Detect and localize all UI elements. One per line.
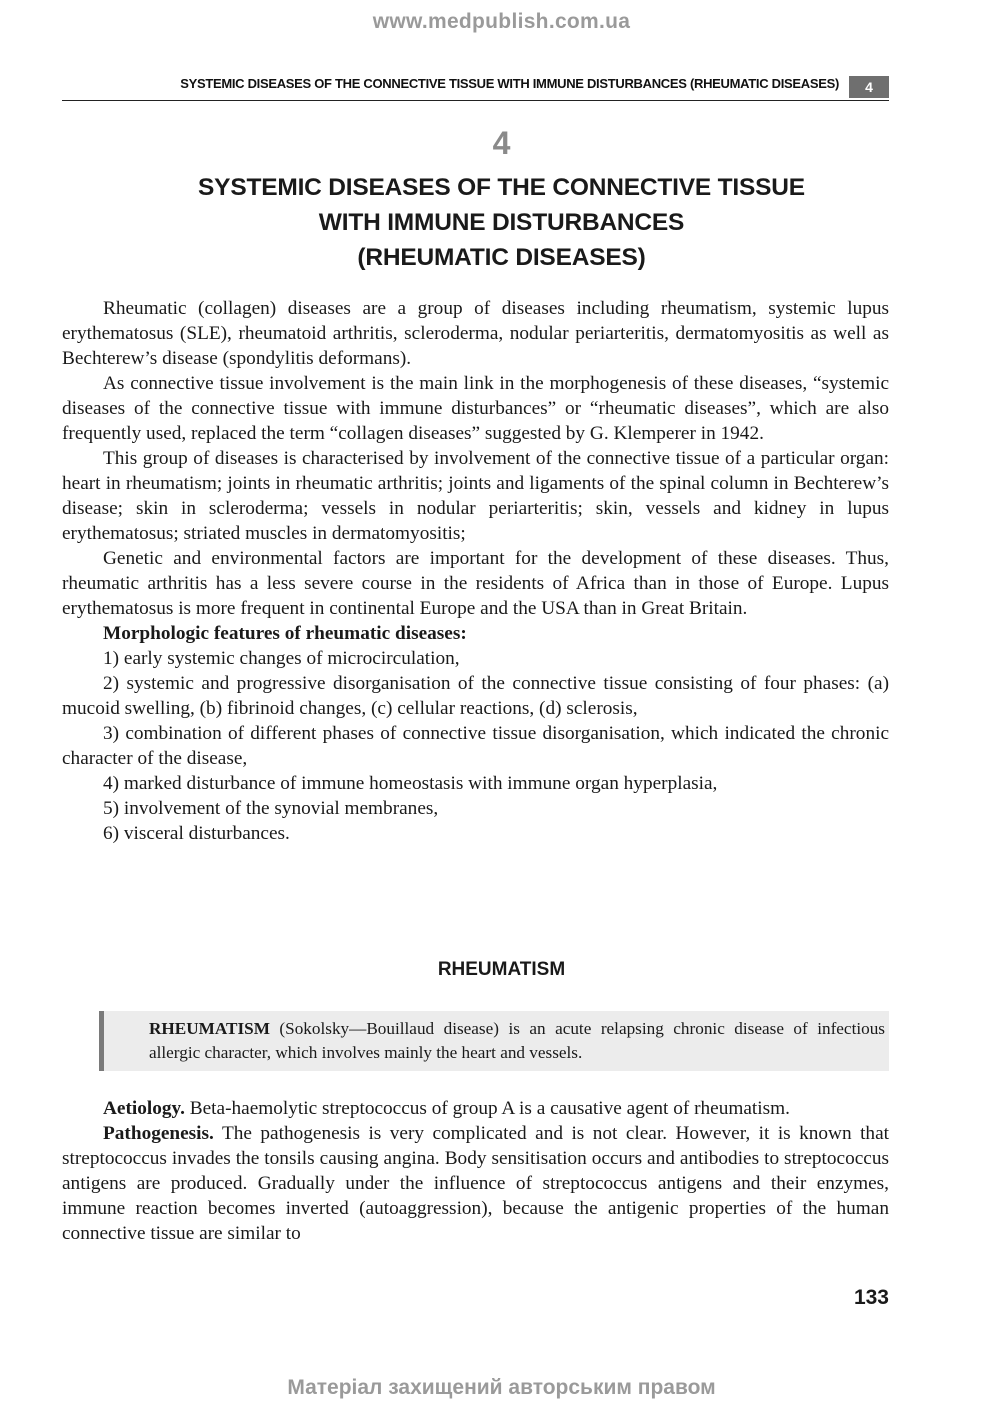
list-item: 5) involvement of the synovial membranes,	[103, 798, 439, 819]
list-item: 1) early systemic changes of microcirculation,	[103, 648, 460, 669]
running-head-title: SYSTEMIC DISEASES OF THE CONNECTIVE TISSUE WITH IMMUNE DISTURBANCES (RHEUMATIC DISEASES)	[180, 76, 839, 91]
list-item: 4) marked disturbance of immune homeostasis with immune organ hyperplasia,	[103, 773, 718, 794]
chapter-number: 4	[492, 125, 511, 161]
intro-text	[62, 296, 889, 846]
pathogenesis-label: Pathogenesis.	[103, 1123, 214, 1144]
pathogenesis-text: The pathogenesis is very complicated and is not clear. However, it is known that streptococcus invades the tonsils causing angina. Body sensitisation occurs and antibodies to streptococcus antigens are produced. Gradually under the influence of streptococcus antigens and their enzymes, immune reaction becomes inverted (autoaggression), because the antigenic properties of the human connective tissue are similar to	[62, 1123, 889, 1244]
chapter-title-line: (RHEUMATIC DISEASES)	[357, 244, 646, 271]
list-item: 2) systemic and progressive disorganisation of the connective tissue consisting of four phases: (a) mucoid swelling, (b) fibrinoid changes, (c) cellular reactions, (d) sclerosis,	[62, 673, 889, 719]
definition-text: (Sokolsky—Bouillaud disease) is an acute relapsing chronic disease of infectious allergic character, which involves mainly the heart and vessels.	[149, 1019, 885, 1062]
section-text	[62, 1096, 889, 1246]
chapter-title-line: WITH IMMUNE DISTURBANCES	[318, 209, 685, 236]
chapter-title-line: SYSTEMIC DISEASES OF THE CONNECTIVE TISSUE	[198, 174, 805, 201]
list-item: 3) combination of different phases of connective tissue disorganisation, which indicated the chronic character of the disease,	[62, 723, 889, 769]
watermark-bottom: Матеріал захищений авторським правом	[287, 1376, 716, 1399]
paragraph: As connective tissue involvement is the main link in the morphogenesis of these diseases, “systemic diseases of the connective tissue with immune disturbances” or “rheumatic diseases”, which are also frequently used, replaced the term “collagen diseases” suggested by G. Klemperer in 1942.	[62, 373, 889, 444]
running-head-chapter-number: 4	[849, 76, 889, 98]
features-heading	[62, 621, 889, 646]
paragraph: This group of diseases is characterised by involvement of the connective tissue of a particular organ: heart in rheumatism; joints in rheumatic arthritis; joints and ligaments of the spinal column in Bechterew’s disease; skin in scleroderma; vessels in nodular periarteritis; skin, vessels and kidney in lupus erythematosus; striated muscles in dermatomyositis;	[62, 448, 889, 544]
paragraph: Genetic and environmental factors are important for the development of these diseases. Thus, rheumatic arthritis has a less severe course in the residents of Africa than in those of Europe. Lupus erythematosus is more frequent in continental Europe and the USA than in Great Britain.	[62, 548, 889, 619]
running-head	[62, 76, 889, 101]
watermark-top: www.medpublish.com.ua	[372, 10, 631, 33]
chapter-title	[80, 170, 923, 275]
aetiology-paragraph	[62, 1096, 889, 1121]
features-heading-text: Morphologic features of rheumatic diseases:	[103, 623, 467, 644]
paragraph: Rheumatic (collagen) diseases are a group of diseases including rheumatism, systemic lupus erythematosus (SLE), rheumatoid arthritis, scleroderma, nodular periarteritis, dermatomyositis as well as Bechterew’s disease (spondylitis deformans).	[62, 298, 889, 369]
aetiology-text: Beta-haemolytic streptococcus of group A is a causative agent of rheumatism.	[184, 1098, 790, 1119]
aetiology-label: Aetiology.	[103, 1098, 185, 1119]
definition-box	[99, 1011, 889, 1071]
page-number: 133	[853, 1286, 889, 1309]
definition-term: RHEUMATISM	[149, 1019, 270, 1038]
pathogenesis-paragraph	[62, 1121, 889, 1246]
list-item: 6) visceral disturbances.	[103, 823, 290, 844]
section-heading: RHEUMATISM	[437, 959, 566, 980]
